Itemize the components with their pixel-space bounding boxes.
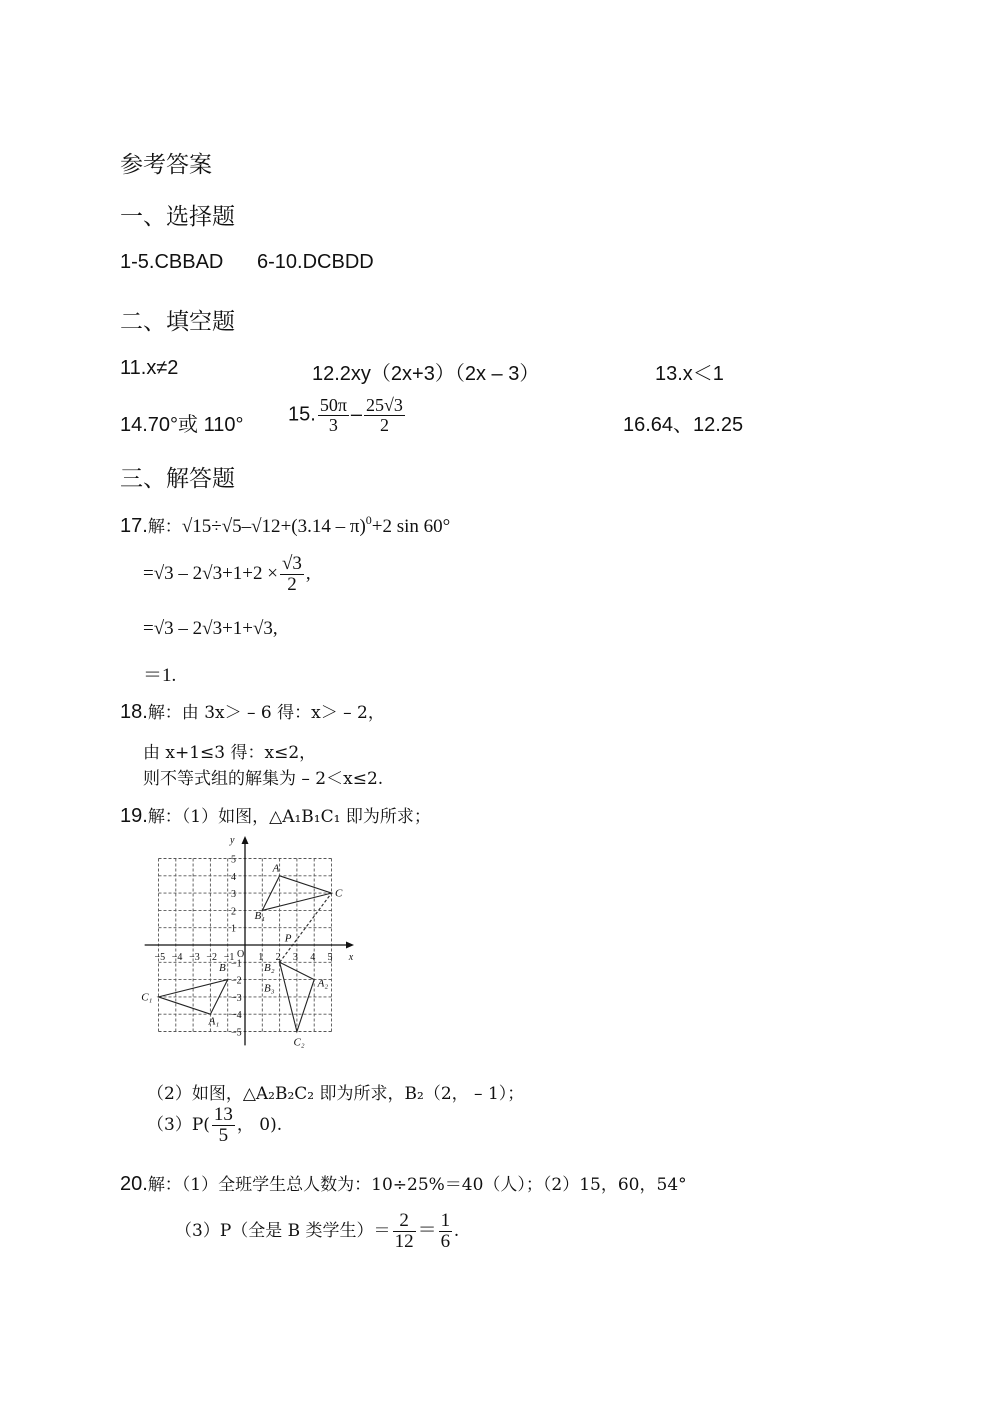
q18-line-1-text: 解：由 3x＞ – 6 得：x＞ – 2， [147, 703, 385, 723]
q15-fraction-1-denominator: 3 [328, 414, 338, 435]
q17-exponent: 0 [365, 513, 372, 527]
q17-line-1-fraction [280, 554, 304, 595]
q19-label: 19. [120, 805, 148, 827]
q17-line-1-denominator: 2 [287, 573, 297, 595]
q17-sqrt15: √15 [181, 516, 212, 537]
x-tick-label: 1 [258, 952, 264, 963]
label-A1: A₁ [208, 1015, 220, 1028]
fill-answer-15 [288, 396, 407, 435]
q20-end: . [454, 1219, 459, 1241]
label-B2: B₂ [264, 961, 275, 974]
fill-answer-11: 11.x≠2 [120, 357, 179, 379]
q17-paren: +(3.14 – π) [280, 516, 366, 537]
q17-sin: +2 sin 60° [371, 516, 451, 537]
q20-fraction-1 [393, 1211, 416, 1252]
x-tick-label: 2 [275, 952, 281, 963]
q19-line-1 [120, 802, 431, 828]
section-choice-heading: 一、选择题 [120, 204, 235, 230]
q17-line-0 [120, 512, 450, 538]
q18-label: 18. [120, 701, 148, 723]
x-tick-label: −4 [171, 952, 183, 963]
x-tick-label: −5 [154, 952, 166, 963]
label-C1: C₁ [141, 991, 153, 1004]
label-B1: B₁ [254, 910, 266, 923]
q15-fraction-1 [318, 396, 349, 435]
q17-line-3: ＝1. [143, 665, 177, 686]
q20-label: 20. [120, 1173, 148, 1195]
q19-line-3-b: ， 0). [236, 1114, 283, 1135]
y-tick-label: 3 [231, 889, 236, 901]
q20-line-1 [120, 1170, 687, 1196]
x-tick-label: −1 [223, 952, 235, 963]
origin-label: O [237, 949, 245, 960]
q15-label: 15. [288, 403, 316, 426]
q17-minus: – [241, 516, 252, 537]
q15-minus: – [350, 403, 363, 426]
x-tick-label: 5 [327, 952, 333, 963]
q20-line-1-text: 解：（1）全班学生总人数为：10÷25%＝40（人）；（2）15，60，54° [147, 1175, 687, 1195]
q15-fraction-2-denominator: 2 [379, 414, 389, 435]
q17-line-1-expr: =√3 – 2√3+1+2 × [143, 562, 278, 584]
y-tick-label: −2 [231, 975, 242, 987]
q20-line-2-a: （3）P（全是 B 类学生）＝ [175, 1220, 391, 1241]
label-B3: B₃ [264, 982, 275, 995]
label-P: P [284, 932, 292, 945]
y-tick-label: −5 [231, 1027, 242, 1039]
q20-fraction-1-denominator: 12 [394, 1230, 414, 1252]
x-axis-arrow [346, 942, 354, 949]
y-tick-label: 5 [231, 854, 236, 866]
label-A: A [272, 862, 280, 875]
label-C2: C₂ [293, 1036, 305, 1048]
q20-fraction-2 [439, 1211, 453, 1252]
q20-fraction-2-denominator: 6 [440, 1230, 451, 1252]
q19-line-2: （2）如图，△A₂B₂C₂ 即为所求，B₂（2， – 1）； [147, 1084, 525, 1104]
q20-line-2 [175, 1211, 459, 1252]
q17-jie: 解： [147, 517, 182, 537]
q17-line-1-numerator: √3 [281, 553, 302, 574]
q15-fraction-2-numerator: 25√3 [366, 395, 403, 415]
q19-fraction-denominator: 5 [218, 1124, 229, 1146]
page-title: 参考答案 [120, 152, 212, 178]
q18-line-2: 由 x+1≤3 得：x≤2， [143, 743, 317, 763]
label-C: C [334, 887, 343, 900]
label-B-lower: B [219, 961, 226, 974]
q15-fraction-2 [364, 396, 405, 435]
coordinate-figure [138, 836, 360, 1048]
x-tick-label: 3 [292, 952, 298, 963]
q20-equals: ＝ [417, 1219, 437, 1241]
x-tick-label: −2 [206, 952, 218, 963]
q17-label: 17. [120, 515, 148, 537]
q20-fraction-1-numerator: 2 [393, 1211, 416, 1232]
y-tick-label: −1 [231, 958, 242, 970]
section-fill-heading: 二、填空题 [120, 309, 235, 335]
q17-line-2: =√3 – 2√3+1+√3, [143, 618, 278, 639]
y-tick-label: 2 [231, 906, 236, 918]
y-tick-label: −4 [231, 1010, 242, 1022]
q17-line-1 [143, 554, 311, 595]
fill-answer-14: 14.70°或 110° [120, 414, 244, 436]
x-axis-label: x [348, 952, 354, 963]
label-A2: A₂ [317, 977, 329, 990]
choice-answers-1-5: 1-5.CBBAD [120, 251, 224, 273]
y-tick-label: 1 [231, 923, 236, 935]
y-tick-label: 4 [231, 871, 236, 883]
fill-answer-12: 12.2xy（2x+3）（2x – 3） [312, 363, 540, 385]
q17-sqrt12: √12 [251, 516, 281, 537]
q19-fraction-numerator: 13 [213, 1104, 233, 1125]
q19-line-3-a: （3）P( [147, 1114, 210, 1135]
section-solve-heading: 三、解答题 [120, 466, 235, 492]
q18-line-1 [120, 698, 385, 724]
fill-answer-13: 13.x＜1 [655, 363, 724, 385]
x-tick-label: −3 [189, 952, 200, 963]
q19-line-3 [147, 1105, 282, 1146]
q20-fraction-2-numerator: 1 [440, 1210, 451, 1231]
q17-div: ÷ [211, 516, 222, 537]
q19-fraction [212, 1105, 235, 1146]
q18-line-3: 则不等式组的解集为 – 2＜x≤2. [143, 769, 384, 789]
y-axis-arrow [242, 836, 249, 844]
fill-answer-16: 16.64、12.25 [623, 414, 744, 436]
q17-sqrt5: √5 [221, 516, 242, 537]
choice-answers-6-10: 6-10.DCBDD [257, 251, 374, 273]
q17-line-1-end: , [305, 562, 311, 584]
y-axis-label: y [230, 836, 235, 846]
q19-line-1-text: 解：（1）如图，△A₁B₁C₁ 即为所求； [147, 807, 431, 827]
q15-fraction-1-numerator: 50π [319, 395, 347, 415]
x-tick-label: 4 [310, 952, 316, 963]
y-tick-label: −3 [231, 992, 242, 1004]
